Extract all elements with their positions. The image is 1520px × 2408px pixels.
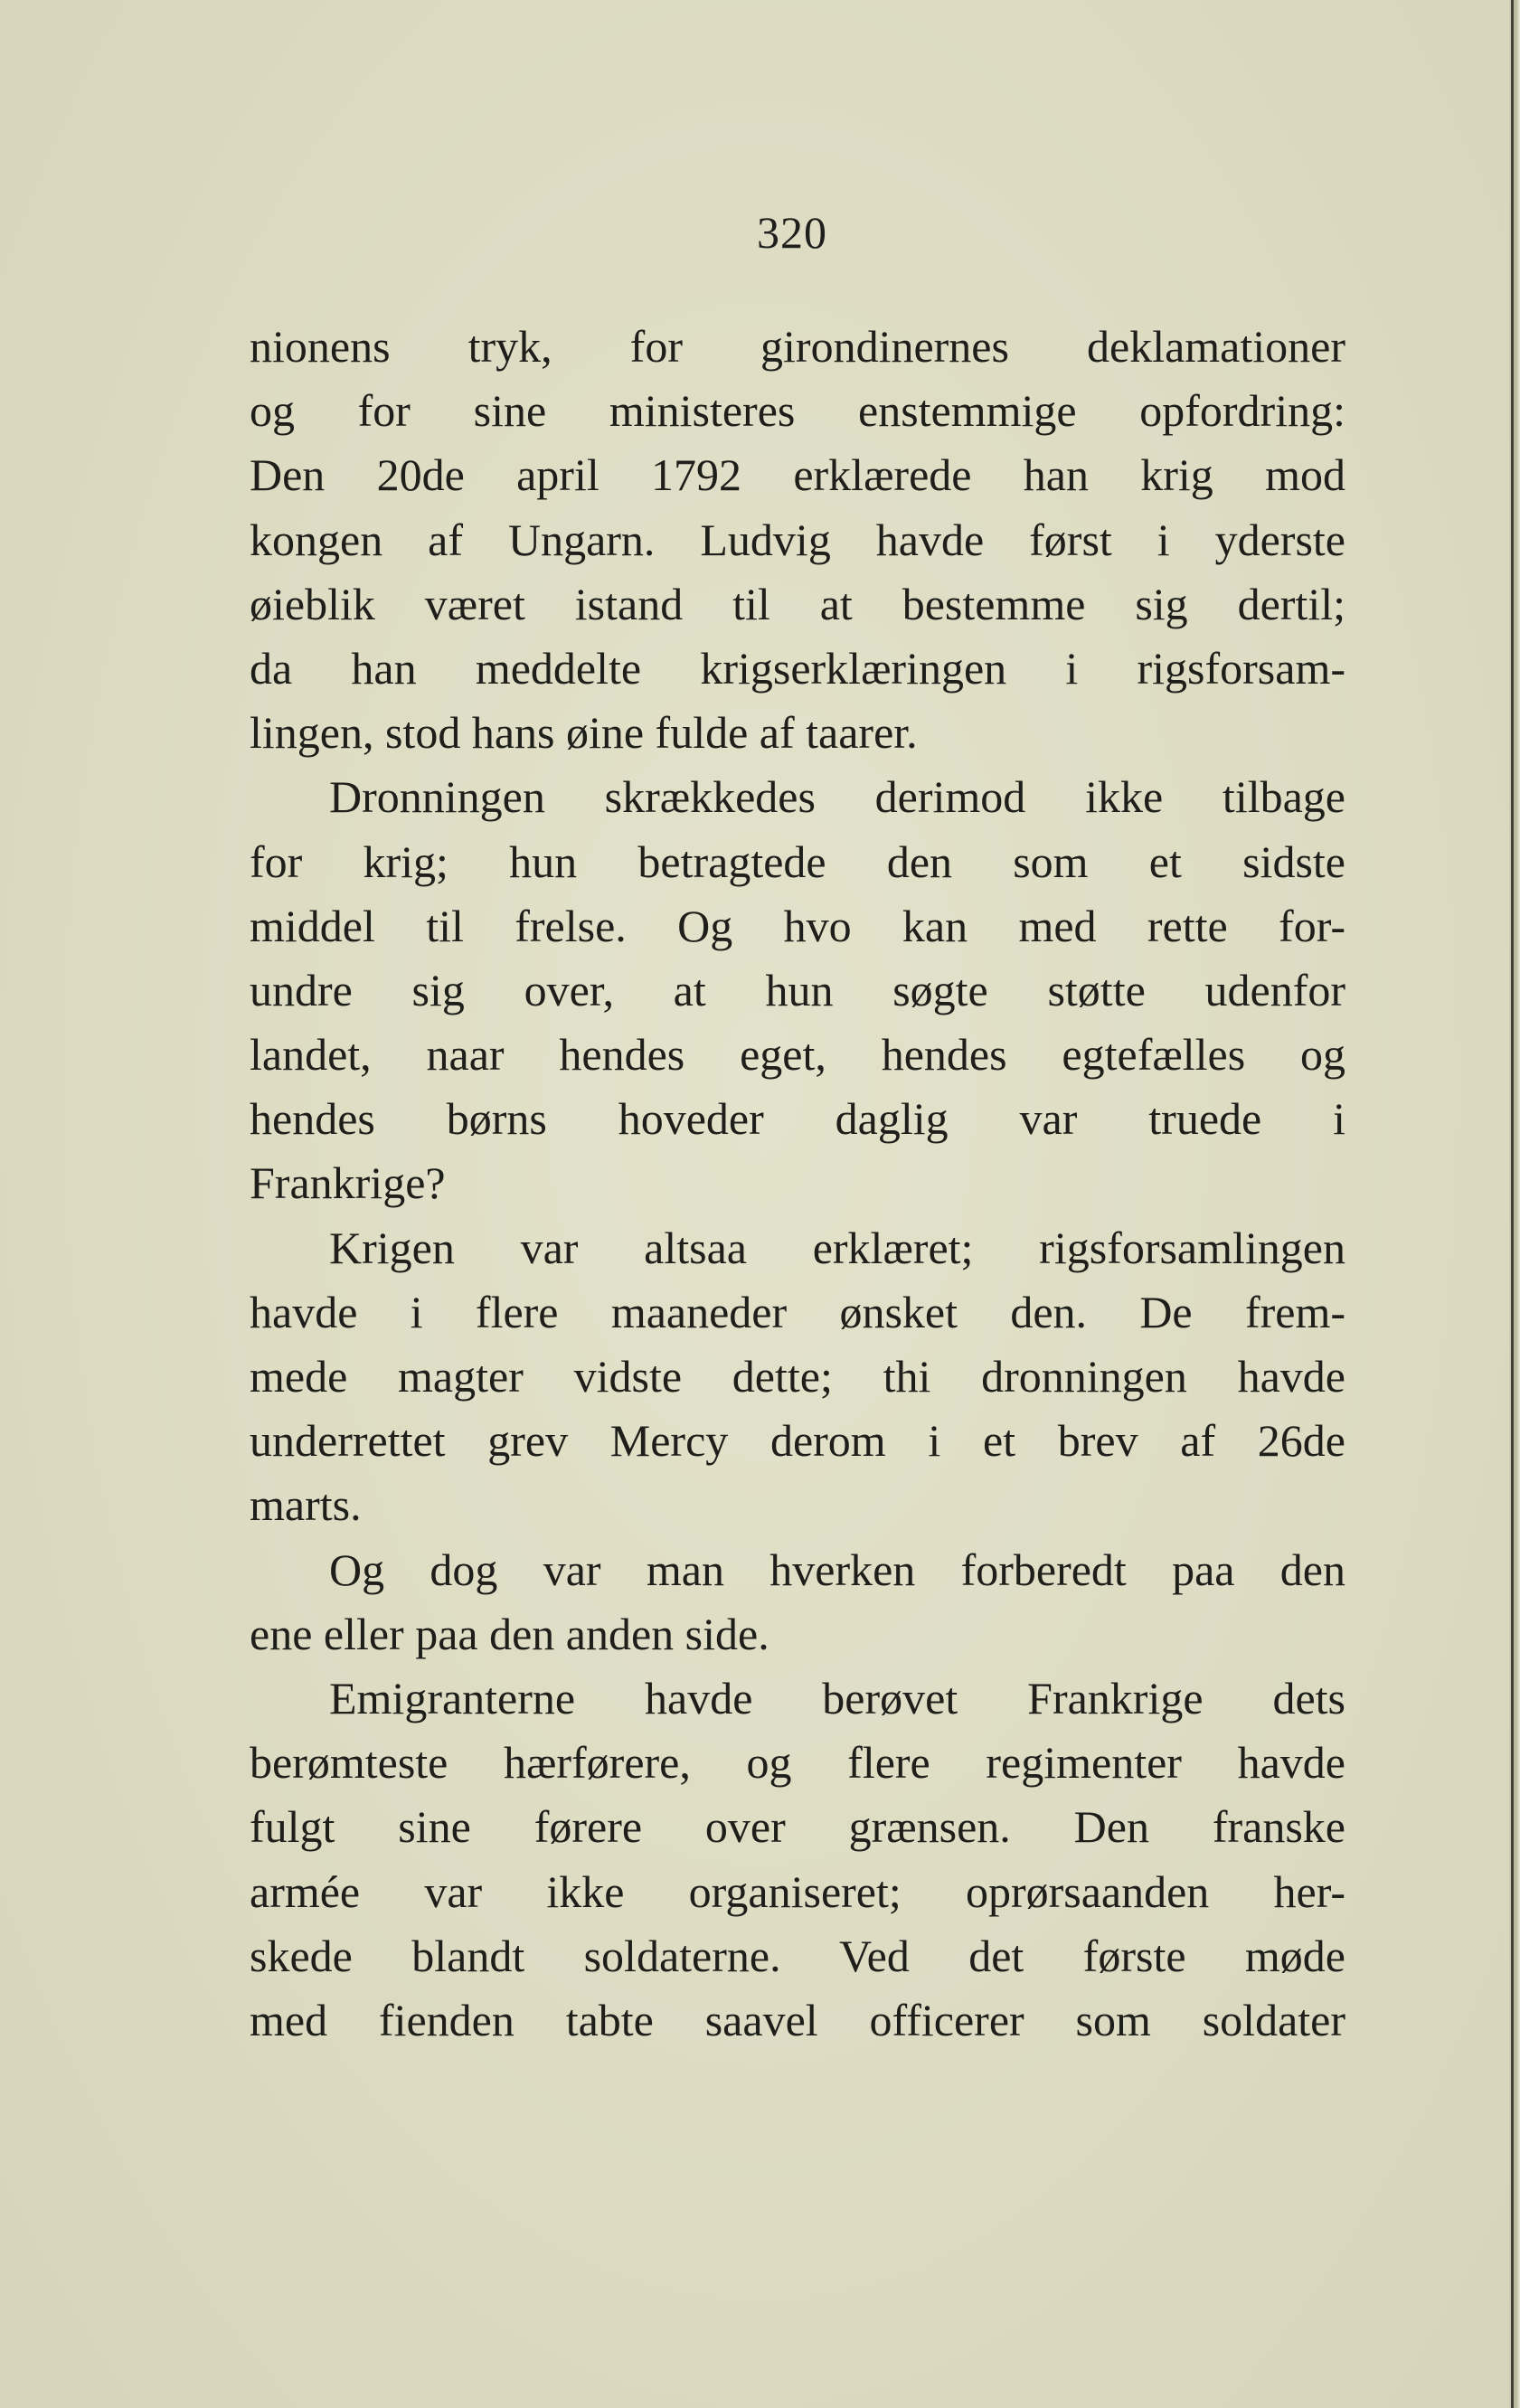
text-line: Dronningen skrækkedes derimod ikke tilbage — [329, 771, 1345, 823]
text-line: middel til frelse. Og hvo kan med rette for- — [250, 900, 1345, 951]
text-line: og for sine ministeres enstemmige opfordring: — [250, 385, 1345, 437]
text-line: nionens tryk, for girondinernes deklamationer — [250, 321, 1345, 372]
text-line: Og dog var man hverken forberedt paa den — [329, 1544, 1345, 1595]
text-line: for krig; hun betragtede den som et sidste — [250, 836, 1345, 887]
page-edge — [1509, 0, 1520, 2408]
text-line: ene eller paa den anden side. — [250, 1608, 769, 1659]
text-line: Krigen var altsaa erklæret; rigsforsamlingen — [329, 1222, 1345, 1273]
text-line: fulgt sine førere over grænsen. Den franske — [250, 1801, 1345, 1853]
text-line: underrettet grev Mercy derom i et brev af 26de — [250, 1415, 1345, 1467]
text-line: berømteste hærførere, og flere regimenter havde — [250, 1737, 1345, 1789]
text-line: med fienden tabte saavel officerer som soldater — [250, 1994, 1345, 2045]
body-text — [250, 315, 1345, 2053]
text-line: mede magter vidste dette; thi dronningen havde — [250, 1351, 1345, 1402]
text-line: lingen, stod hans øine fulde af taarer. — [250, 707, 918, 759]
text-line: da han meddelte krigserklæringen i rigsforsam- — [250, 642, 1345, 694]
text-line: marts. — [250, 1479, 362, 1531]
page-number: 320 — [757, 207, 827, 258]
text-line: havde i flere maaneder ønsket den. De frem- — [250, 1286, 1345, 1337]
text-line: hendes børns hoveder daglig var truede i — [250, 1093, 1345, 1145]
text-line: landet, naar hendes eget, hendes egtefælles og — [250, 1029, 1345, 1081]
text-line: Emigranterne havde berøvet Frankrige dets — [329, 1672, 1345, 1723]
text-line: Frankrige? — [250, 1157, 446, 1209]
text-line: armée var ikke organiseret; oprørsaanden her- — [250, 1865, 1345, 1917]
text-line: undre sig over, at hun søgte støtte udenfor — [250, 964, 1345, 1015]
text-line: øieblik været istand til at bestemme sig dertil; — [250, 578, 1345, 629]
text-line: skede blandt soldaterne. Ved det første møde — [250, 1930, 1345, 1981]
text-line: Den 20de april 1792 erklærede han krig mod — [250, 449, 1345, 501]
text-line: kongen af Ungarn. Ludvig havde først i yderste — [250, 514, 1345, 565]
